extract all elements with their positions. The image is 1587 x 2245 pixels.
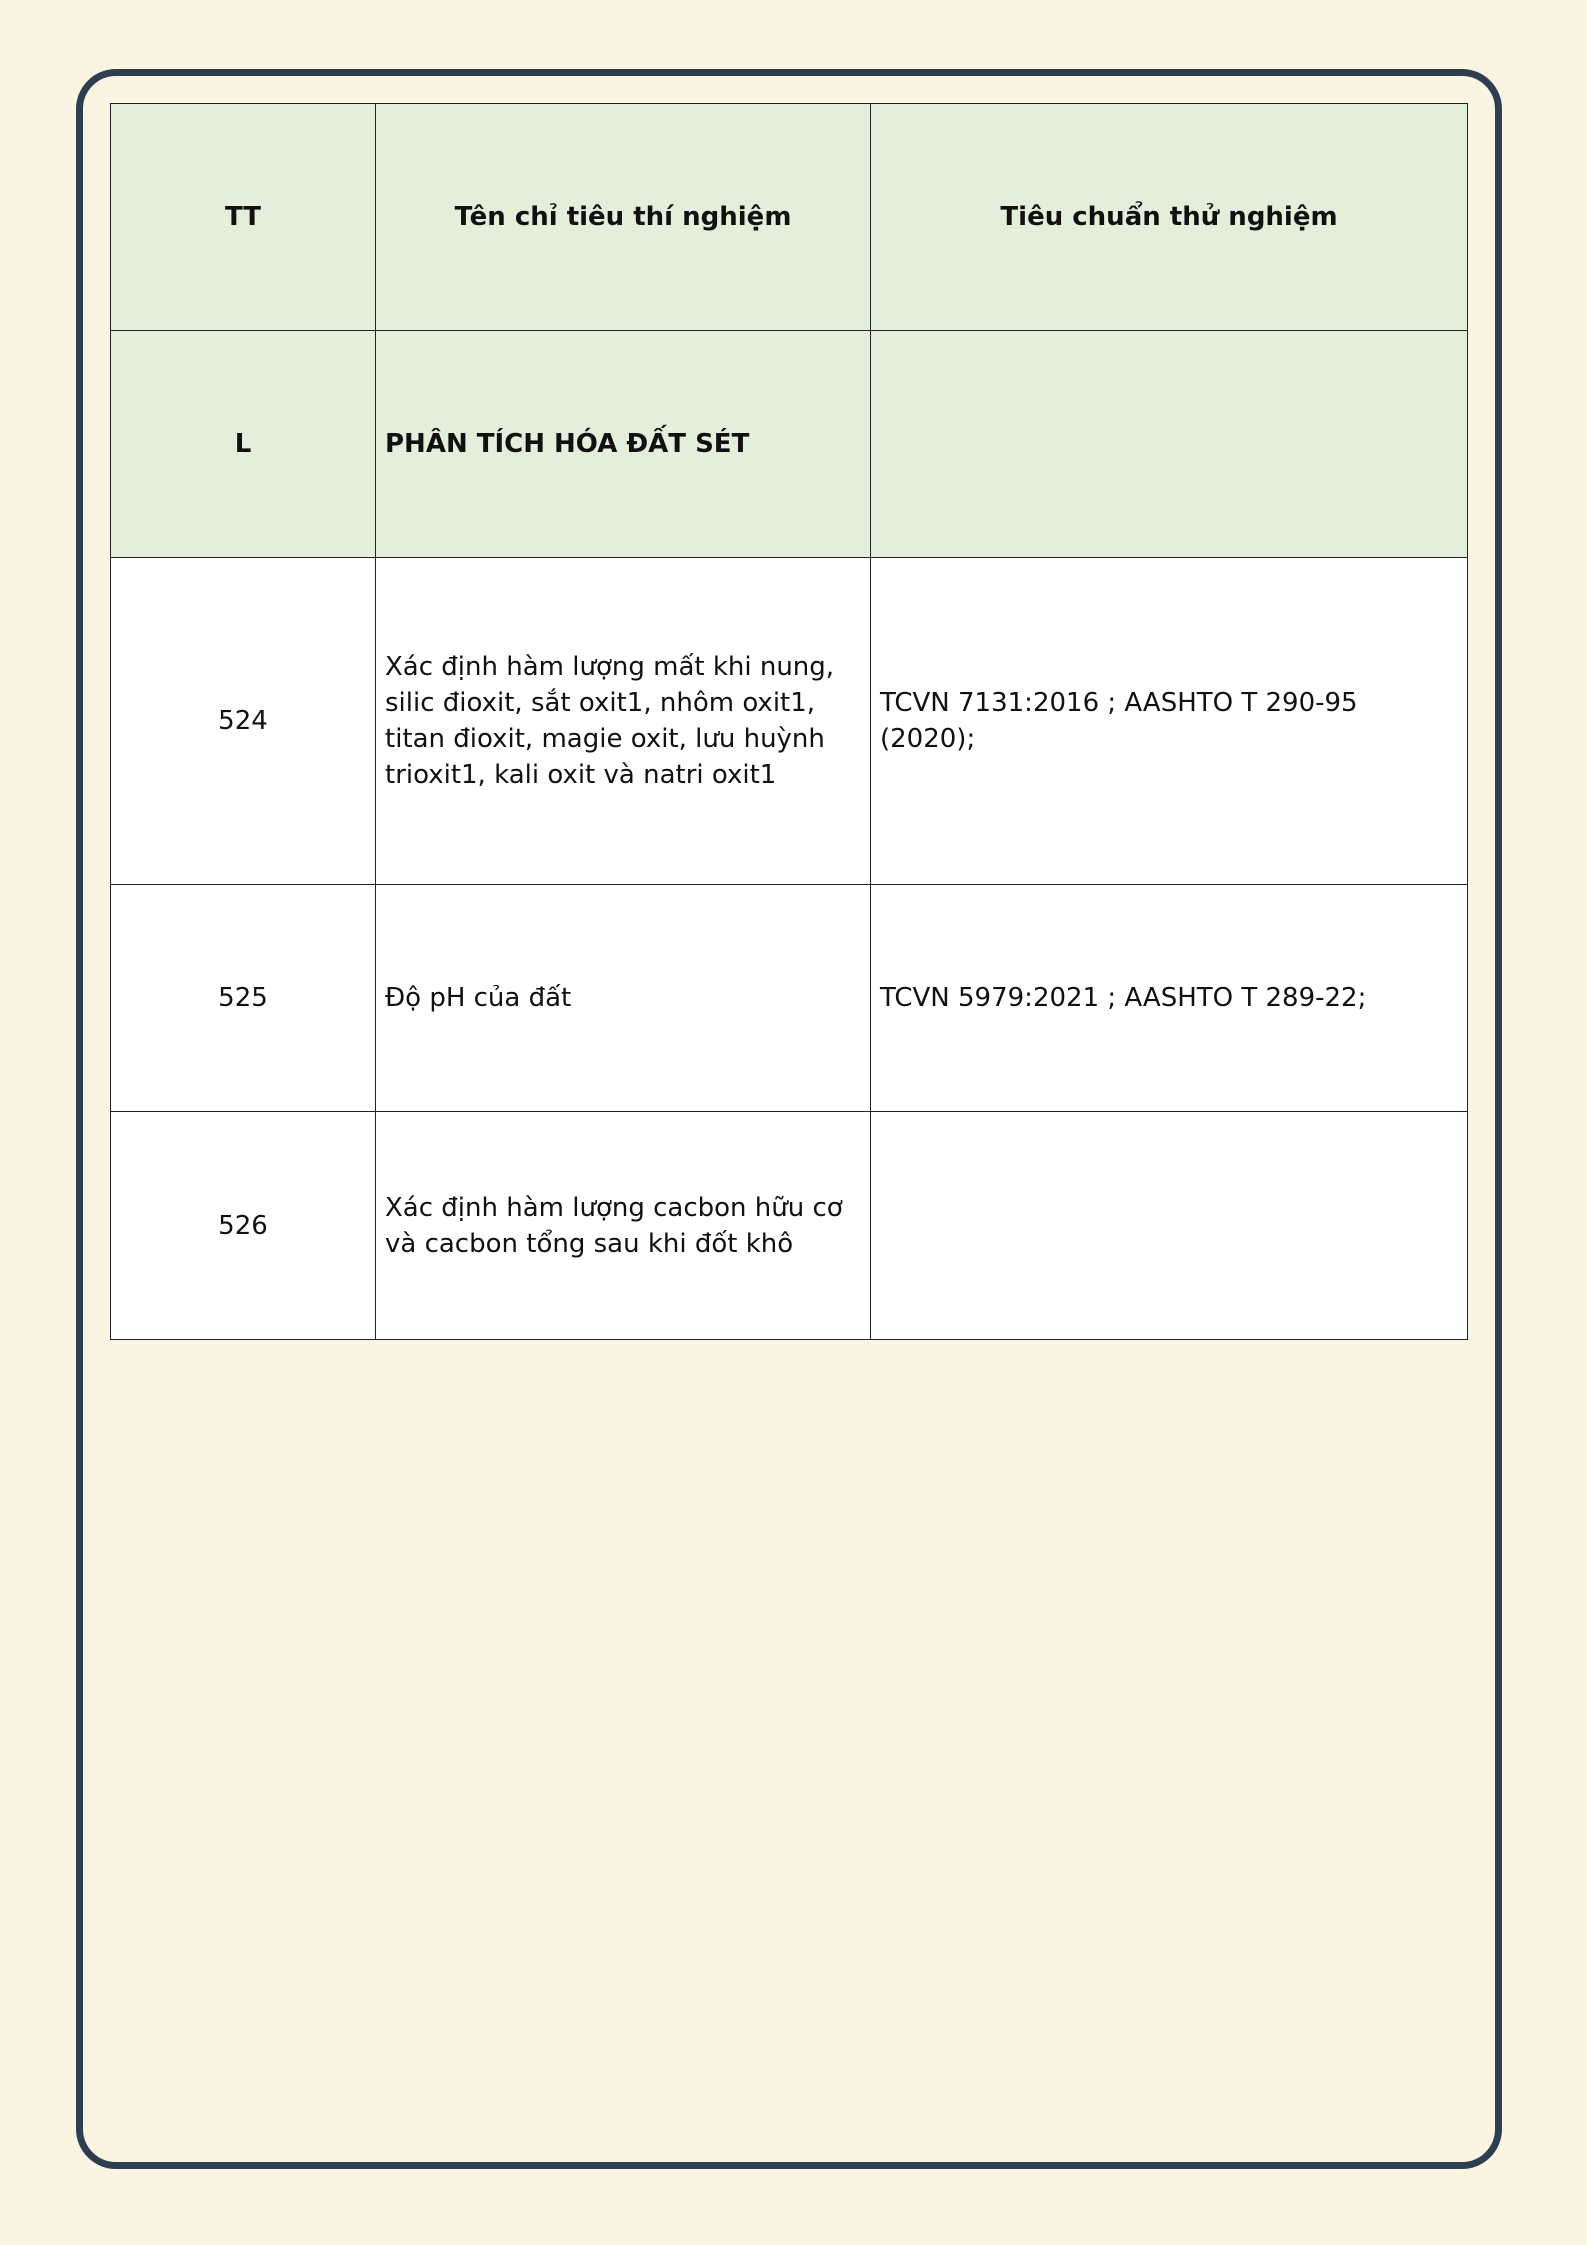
row-tt: 526 — [111, 1112, 376, 1340]
table-row — [111, 558, 1468, 885]
table-row — [111, 1112, 1468, 1340]
table-row — [111, 885, 1468, 1112]
header-test-standard: Tiêu chuẩn thử nghiệm — [871, 104, 1468, 331]
section-code: L — [111, 331, 376, 558]
table-header-row — [111, 104, 1468, 331]
test-criteria-table — [110, 103, 1468, 1340]
row-criteria-name: Xác định hàm lượng mất khi nung, silic đioxit, sắt oxit1, nhôm oxit1, titan đioxit, magie oxit, lưu huỳnh trioxit1, kali oxit và natri oxit1 — [376, 558, 871, 885]
row-criteria-name: Xác định hàm lượng cacbon hữu cơ và cacbon tổng sau khi đốt khô — [376, 1112, 871, 1340]
section-title: PHÂN TÍCH HÓA ĐẤT SÉT — [376, 331, 871, 558]
row-test-standard — [871, 1112, 1468, 1340]
row-tt: 524 — [111, 558, 376, 885]
row-test-standard: TCVN 7131:2016 ; AASHTO T 290-95 (2020); — [871, 558, 1468, 885]
header-tt: TT — [111, 104, 376, 331]
section-standard — [871, 331, 1468, 558]
header-criteria-name: Tên chỉ tiêu thí nghiệm — [376, 104, 871, 331]
row-tt: 525 — [111, 885, 376, 1112]
row-test-standard: TCVN 5979:2021 ; AASHTO T 289-22; — [871, 885, 1468, 1112]
section-row — [111, 331, 1468, 558]
row-criteria-name: Độ pH của đất — [376, 885, 871, 1112]
